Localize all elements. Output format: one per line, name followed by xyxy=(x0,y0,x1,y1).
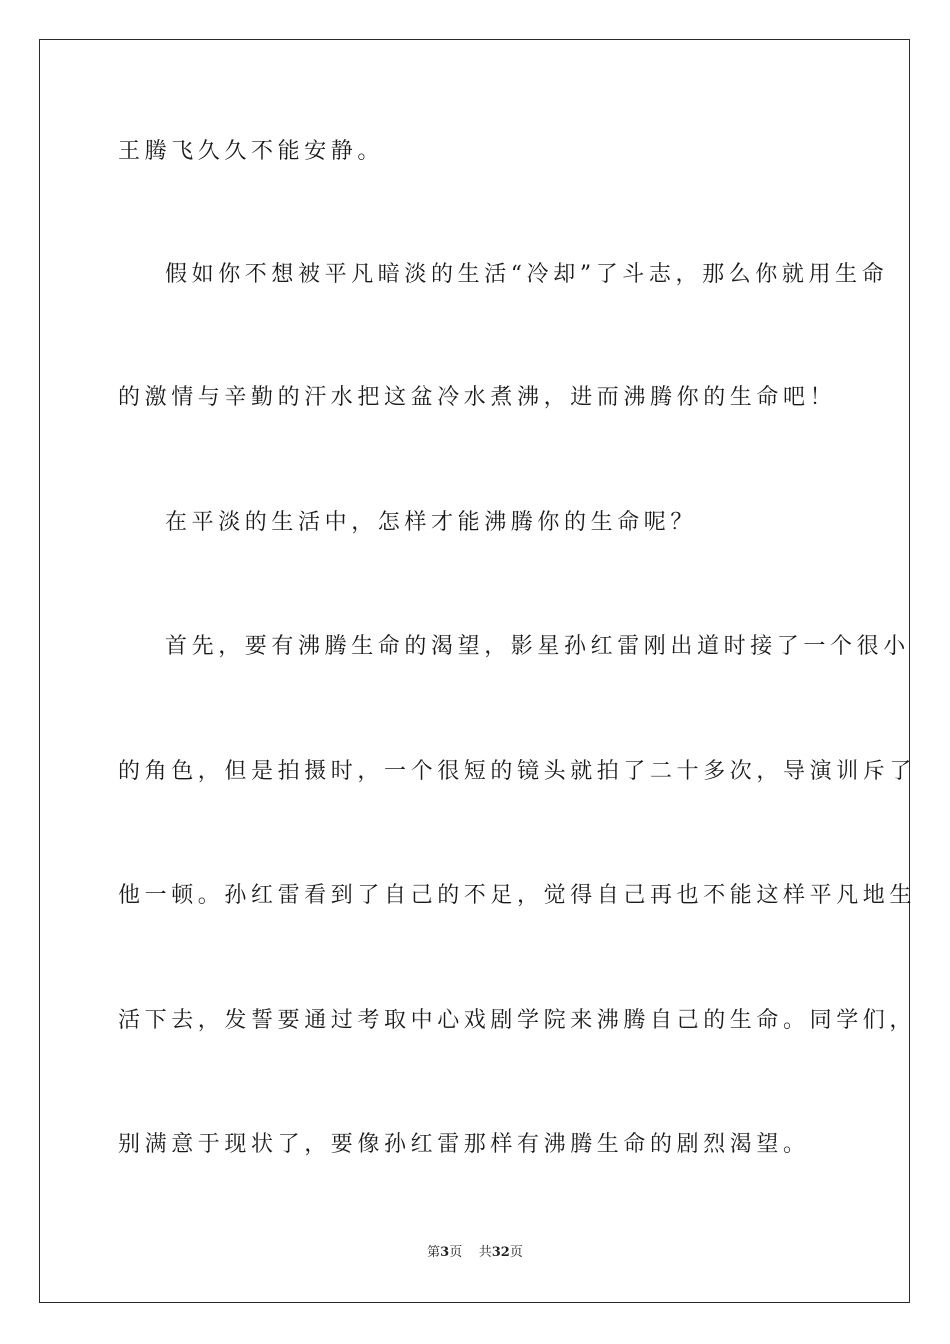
page-footer xyxy=(0,1244,950,1262)
text-line-1: 王腾飞久久不能安静。 xyxy=(118,139,385,164)
text-line-2: 假如你不想被平凡暗淡的生活“冷却”了斗志，那么你就用生命 xyxy=(165,262,889,287)
page-border xyxy=(39,39,917,1303)
page-prefix: 第 xyxy=(427,1245,441,1260)
text-line-4: 在平淡的生活中，怎样才能沸腾你的生命呢？ xyxy=(165,510,698,535)
text-line-9: 别满意于现状了，要像孙红雷那样有沸腾生命的剧烈渴望。 xyxy=(118,1132,810,1157)
total-prefix: 共 xyxy=(478,1245,492,1260)
text-line-3: 的激情与辛勤的汗水把这盆冷水煮沸，进而沸腾你的生命吧！ xyxy=(118,385,837,410)
text-line-8: 活下去，发誓要通过考取中心戏剧学院来沸腾自己的生命。同学们， xyxy=(118,1008,917,1033)
page-current: 3 xyxy=(440,1245,450,1260)
page-total: 32 xyxy=(491,1245,510,1260)
text-line-7: 他一顿。孙红雷看到了自己的不足，觉得自己再也不能这样平凡地生 xyxy=(118,883,917,908)
text-line-5: 首先，要有沸腾生命的渴望，影星孙红雷刚出道时接了一个很小 xyxy=(165,634,910,659)
page-suffix: 页 xyxy=(449,1245,463,1260)
total-suffix: 页 xyxy=(509,1245,523,1260)
text-line-6: 的角色，但是拍摄时，一个很短的镜头就拍了二十多次，导演训斥了 xyxy=(118,759,917,784)
